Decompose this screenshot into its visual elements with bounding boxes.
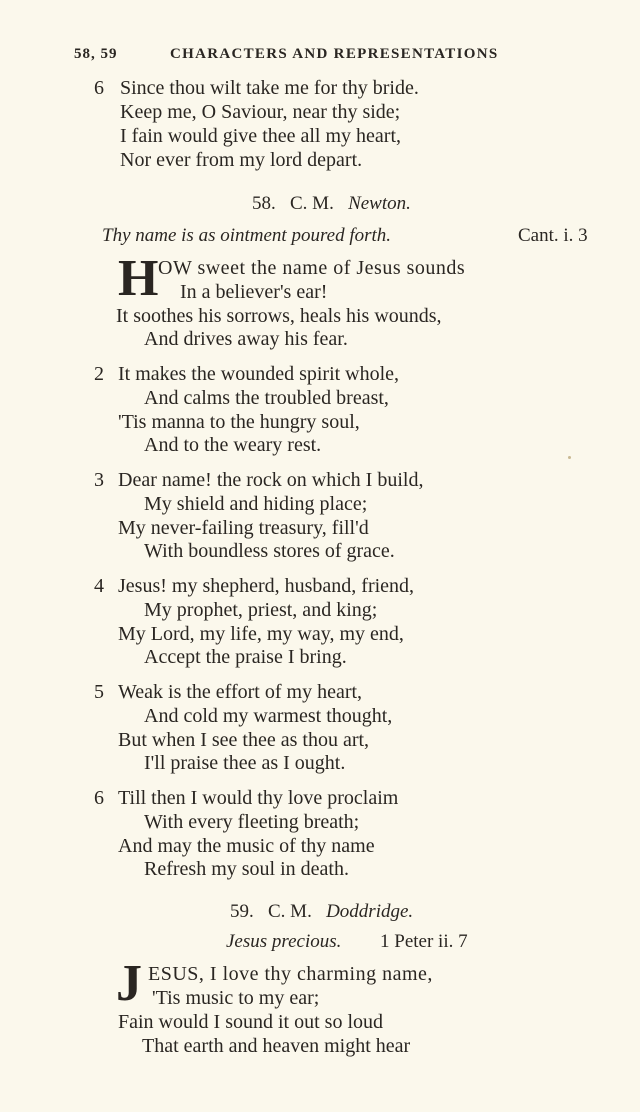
hymn-subtitle: Thy name is as ointment poured forth. [102, 225, 392, 246]
verse-line: With every fleeting breath; [144, 811, 360, 833]
verse-line: And cold my warmest thought, [144, 705, 393, 727]
verse-line: Fain would I sound it out so loud [118, 1011, 384, 1033]
verse-line: Refresh my soul in death. [144, 858, 349, 880]
verse-line: Keep me, O Saviour, near thy side; [120, 101, 401, 123]
verse-line: Nor ever from my lord depart. [120, 149, 363, 171]
stanza-number: 5 [94, 681, 104, 703]
hymn-59-subtitle [226, 930, 341, 954]
verse-line: I fain would give thee all my heart, [120, 125, 402, 147]
hymn-author: Newton. [348, 193, 411, 214]
verse-line: That earth and heaven might hear [142, 1035, 411, 1057]
hymn-59-heading [230, 900, 413, 924]
verse-line: Since thou wilt take me for thy bride. [120, 77, 419, 99]
hymn-59-reference: 1 Peter ii. 7 [380, 931, 468, 952]
verse-line: My prophet, priest, and king; [144, 599, 378, 621]
page-numbers: 58, 59 [74, 46, 118, 62]
stanza-number: 6 [94, 787, 104, 809]
hymn-58-heading [252, 192, 411, 216]
stanza-number: 3 [94, 469, 104, 491]
hymn-meter: C. M. [290, 193, 334, 214]
verse-line: And may the music of thy name [118, 835, 375, 857]
verse-line: Dear name! the rock on which I build, [118, 469, 424, 491]
verse-line: My Lord, my life, my way, my end, [118, 623, 404, 645]
verse-line: And calms the troubled breast, [144, 387, 389, 409]
hymn-number: 59. [230, 901, 254, 922]
verse-line: OW sweet the name of Jesus sounds [158, 257, 466, 279]
hymn-meter: C. M. [268, 901, 312, 922]
verse-line: With boundless stores of grace. [144, 540, 395, 562]
verse-line: It soothes his sorrows, heals his wounds, [116, 305, 442, 327]
hymn-number: 58. [252, 193, 276, 214]
stanza-number: 6 [94, 77, 104, 99]
verse-line: Accept the praise I bring. [144, 646, 347, 668]
drop-cap: J [116, 955, 142, 1012]
verse-line: ESUS, I love thy charming name, [148, 963, 433, 985]
verse-line: In a believer's ear! [180, 281, 328, 303]
verse-line: My shield and hiding place; [144, 493, 368, 515]
stanza-number: 4 [94, 575, 104, 597]
stanza-number: 2 [94, 363, 104, 385]
hymn-subtitle: Jesus precious. [226, 931, 342, 952]
header-title: CHARACTERS AND REPRESENTATIONS [170, 46, 499, 62]
verse-line: But when I see thee as thou art, [118, 729, 370, 751]
verse-line: 'Tis manna to the hungry soul, [118, 411, 360, 433]
hymn-58-subtitle [102, 224, 391, 248]
verse-line: 'Tis music to my ear; [152, 987, 320, 1009]
paper-speck [568, 456, 571, 459]
verse-line: Jesus! my shepherd, husband, friend, [118, 575, 415, 597]
running-header [74, 46, 554, 70]
verse-line: And to the weary rest. [144, 434, 322, 456]
hymn-author: Doddridge. [326, 901, 414, 922]
verse-line: My never-failing treasury, fill'd [118, 517, 369, 539]
verse-line: It makes the wounded spirit whole, [118, 363, 400, 385]
verse-line: I'll praise thee as I ought. [144, 752, 346, 774]
verse-line: And drives away his fear. [144, 328, 348, 350]
hymn-58-reference: Cant. i. 3 [518, 225, 588, 246]
drop-cap: H [118, 250, 159, 307]
verse-line: Weak is the effort of my heart, [118, 681, 363, 703]
verse-line: Till then I would thy love proclaim [118, 787, 399, 809]
